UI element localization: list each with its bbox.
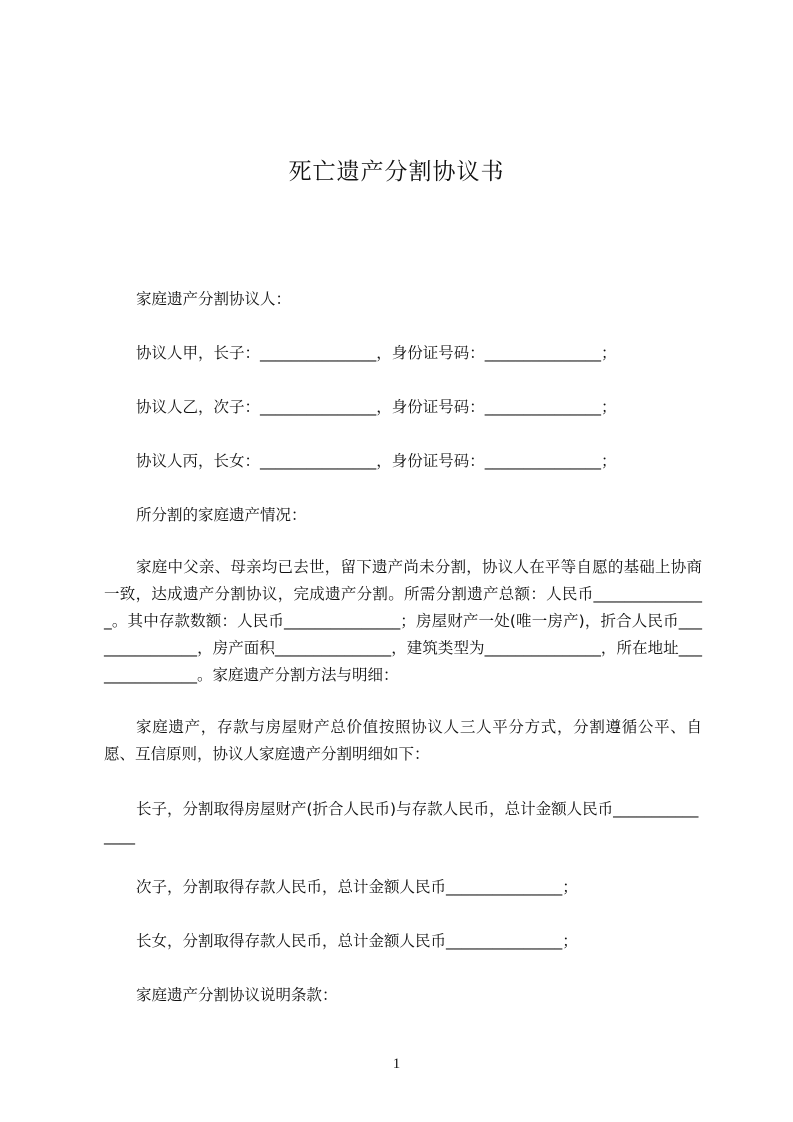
paragraph-estate-heading: 所分割的家庭遗产情况： <box>136 506 307 524</box>
page-number: 1 <box>392 1056 401 1072</box>
paragraph-terms-heading: 家庭遗产分割协议说明条款： <box>136 986 338 1004</box>
paragraph-eldest-daughter: 长女，分割取得存款人民币，总计金额人民币_______________； <box>136 932 578 950</box>
paragraph-party-c: 协议人丙，长女：_______________，身份证号码：_______________； <box>136 452 617 470</box>
document-title: 死亡遗产分割协议书 <box>288 159 505 186</box>
paragraph-division-method: 家庭遗产，存款与房屋财产总价值按照协议人三人平分方式，分割遵循公平、自愿、互信原则，协议人家庭遗产分割明细如下： <box>104 718 702 763</box>
paragraph-estate-details: 家庭中父亲、母亲均已去世，留下遗产尚未分割，协议人在平等自愿的基础上协商一致，达成遗产分割协议，完成遗产分割。所需分割遗产总额：人民币_______________。其中存款数额：人民币_______________；房屋财产一处(唯一房产)，折合人民币_______________，房产面积_______________，建筑类型为_______________，所在地址_______________。家庭遗产分割方法与明细： <box>104 558 702 684</box>
paragraph-party-a: 协议人甲，长子：_______________，身份证号码：_______________； <box>136 344 617 362</box>
paragraph-second-son: 次子，分割取得存款人民币，总计金额人民币_______________； <box>136 878 578 896</box>
paragraph-eldest-son: 长子，分割取得房屋财产(折合人民币)与存款人民币，总计金额人民币_______________ <box>104 800 699 845</box>
paragraph-party-b: 协议人乙，次子：_______________，身份证号码：_______________； <box>136 398 617 416</box>
paragraph-parties-heading: 家庭遗产分割协议人： <box>136 290 292 308</box>
